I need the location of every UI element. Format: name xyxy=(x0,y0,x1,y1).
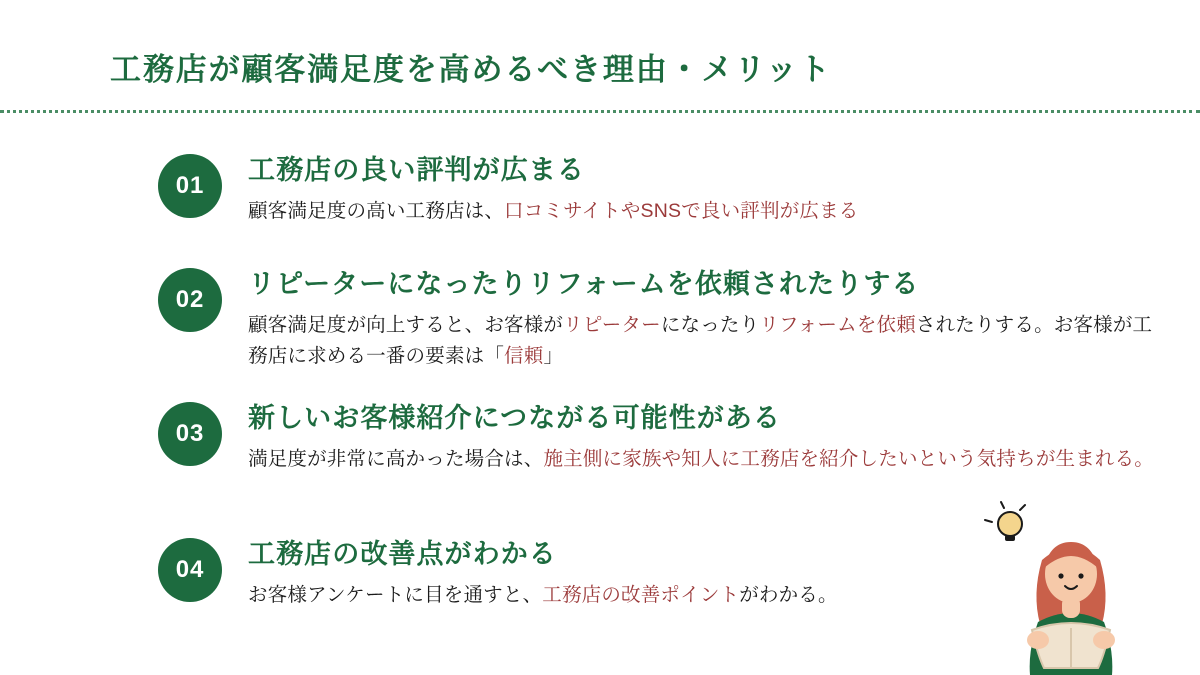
item-heading: リピーターになったりリフォームを依頼されたりする xyxy=(248,269,920,299)
item-description-highlight: 口コミサイトやSNSで良い評判が広まる xyxy=(504,199,859,222)
item-description xyxy=(248,310,1158,373)
item-description xyxy=(248,196,858,228)
item-description-mid: になったり xyxy=(660,313,760,336)
item-description-highlight-3: 信頼 xyxy=(504,345,544,368)
list-item xyxy=(158,400,1158,475)
item-description-end: 」 xyxy=(543,345,564,368)
woman-with-lightbulb-icon xyxy=(980,500,1170,675)
item-number-badge: 04 xyxy=(158,538,222,602)
item-number-badge: 03 xyxy=(158,402,222,466)
item-description-plain: 満足度が非常に高かった場合は、 xyxy=(248,447,544,470)
item-body xyxy=(248,152,858,227)
list-item xyxy=(158,266,1158,373)
item-description-highlight: リピーター xyxy=(563,313,661,336)
title-divider xyxy=(0,110,1200,113)
item-description-highlight-2: リフォームを依頼 xyxy=(759,313,916,336)
item-number-badge: 01 xyxy=(158,154,222,218)
item-description-tail: がわかる。 xyxy=(739,583,838,606)
item-description-plain: お客様アンケートに目を通すと、 xyxy=(248,583,543,606)
item-description xyxy=(248,580,838,612)
item-description xyxy=(248,444,1154,476)
item-number-badge: 02 xyxy=(158,268,222,332)
item-body xyxy=(248,400,1154,475)
item-body xyxy=(248,266,1158,373)
item-description-plain: 顧客満足度が向上すると、お客様が xyxy=(248,313,564,336)
item-description-highlight: 工務店の改善ポイント xyxy=(542,583,740,606)
item-heading: 新しいお客様紹介につながる可能性がある xyxy=(248,403,781,433)
item-description-highlight: 施主側に家族や知人に工務店を紹介したいという気持ちが生まれる。 xyxy=(543,447,1154,470)
item-heading: 工務店の改善点がわかる xyxy=(248,539,557,569)
item-heading: 工務店の良い評判が広まる xyxy=(248,155,585,185)
list-item xyxy=(158,152,1158,227)
item-body xyxy=(248,536,838,611)
item-description-plain: 顧客満足度の高い工務店は、 xyxy=(248,199,505,222)
item-description-tail: されたりする。お客様が工務店に求める一番の要素は「 xyxy=(248,313,1153,368)
page-title: 工務店が顧客満足度を高めるべき理由・メリット xyxy=(110,52,832,87)
